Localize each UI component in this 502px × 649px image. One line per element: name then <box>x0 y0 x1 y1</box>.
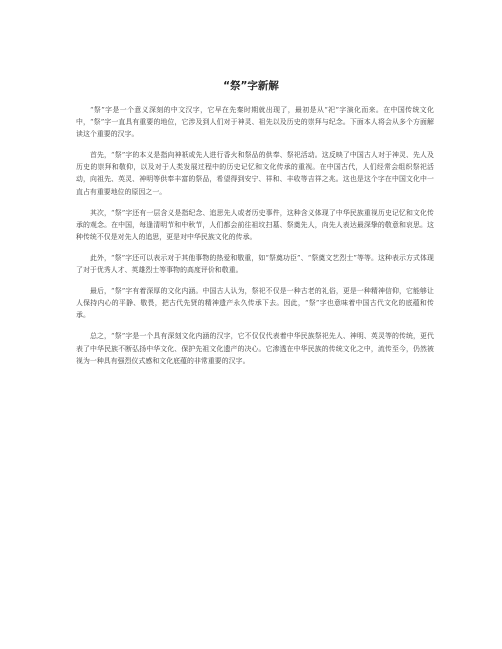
paragraph-second: 其次，“祭”字还有一层含义是指纪念、追思先人或者历史事件，这种含义体现了中华民族重视历史记忆和文化传承的观念。在中国，每逢清明节和中秋节，人们都会前往祖坟扫墓、祭奠先人，向先人表达最深挚的敬意和哀思。这种传统不仅是对先人的追思，更是对中华民族文化的传承。 <box>76 208 434 241</box>
document-body <box>76 104 434 376</box>
paragraph-conclusion: 总之，“祭”字是一个具有深刻文化内涵的汉字，它不仅仅代表着中华民族祭祀先人、神明、英灵等的传统，更代表了中华民族不断弘扬中华文化、保护先祖文化遗产的决心。它渗透在中华民族的传统文化之中，流传至今，仍然被视为一种具有强烈仪式感和文化底蕴的非常重要的汉字。 <box>76 332 434 365</box>
paragraph-additional: 此外，“祭”字还可以表示对于其他事物的热爱和敬重，如“祭奠功臣”、“祭奠文艺烈士”等等。这种表示方式体现了对于优秀人才、英雄烈士等事物的高度评价和敬重。 <box>76 253 434 275</box>
paragraph-first: 首先，“祭”字的本义是指向神祇或先人进行香火和祭品的供奉、祭祀活动。这反映了中国古人对于神灵、先人及历史的崇拜和敬仰，以及对于人类发展过程中的历史记忆和文化传承的重视。在中国古代，人们经常会组织祭祀活动，向祖先、英灵、神明等供奉丰富的祭品，希望得到安宁、祥和、丰收等吉祥之兆。这也是这个字在中国文化中一直占有重要地位的原因之一。 <box>76 151 434 196</box>
paragraph-last: 最后，“祭”字有着深厚的文化内涵。中国古人认为，祭祀不仅是一种古老的礼俗，更是一种精神信仰，它能够让人保持内心的平静、敬畏，把古代先贤的精神遗产永久传承下去。因此，“祭”字也意味着中国古代文化的底蕴和传承。 <box>76 287 434 320</box>
paragraph-intro: “祭”字是一个意义深刻的中文汉字，它早在先秦时期就出现了，最初是从“祀”字演化而来。在中国传统文化中，“祭”字一直具有重要的地位，它涉及到人们对于神灵、祖先以及历史的崇拜与纪念。下面本人将会从多个方面解读这个重要的汉字。 <box>76 106 434 139</box>
document-title: “祭”字新解 <box>223 80 279 92</box>
